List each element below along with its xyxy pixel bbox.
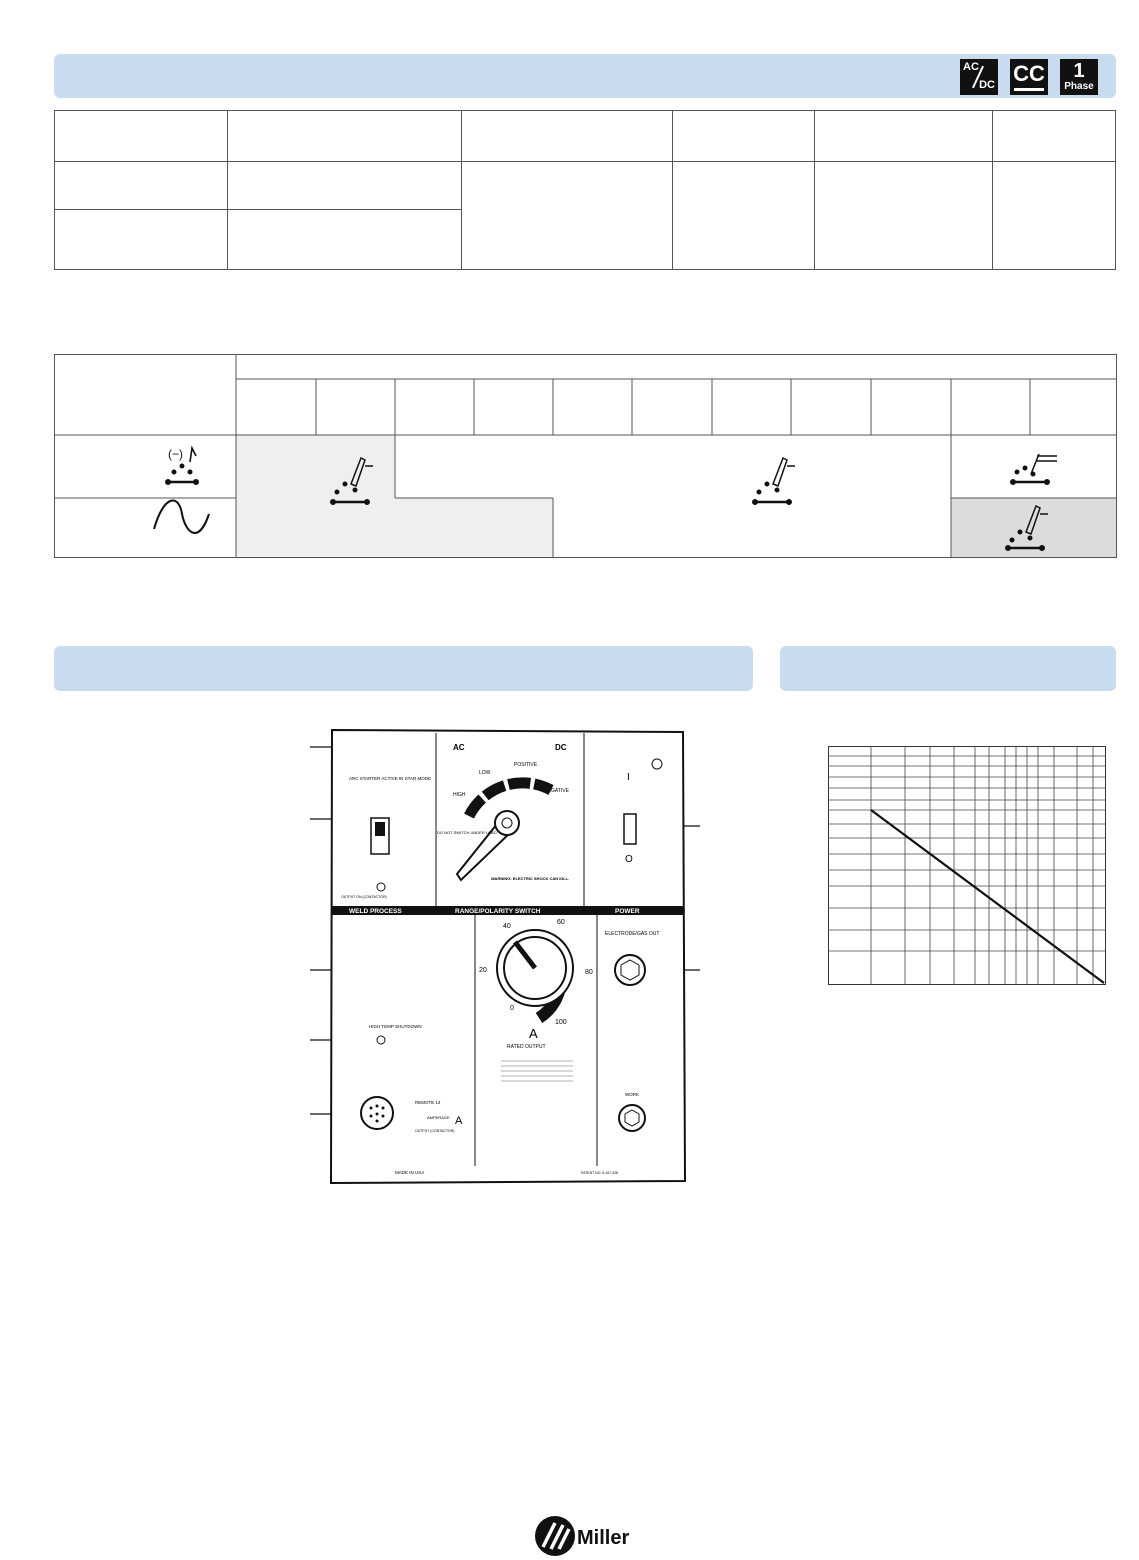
dial-tick-80: 80 <box>585 969 593 976</box>
front-panel <box>329 728 687 1184</box>
single-phase-badge: 1 Phase <box>1060 59 1098 95</box>
high-temp-indicator <box>377 1036 385 1044</box>
title-band <box>54 54 1116 98</box>
miller-logo <box>533 1513 643 1559</box>
range-dc-label: DC <box>555 743 567 752</box>
range-polarity-header: RANGE/POLARITY SWITCH <box>455 908 541 915</box>
ac-sine-icon <box>154 500 209 532</box>
warning-label: WARNING: ELECTRIC SHOCK CAN KILL. <box>491 876 570 881</box>
high-temp-label: HIGH TEMP SHUTDOWN <box>369 1024 422 1029</box>
dcen-symbol-icon <box>166 447 199 485</box>
duty-cycle-chart <box>828 746 1106 985</box>
rated-output-label: RATED OUTPUT <box>507 1044 546 1050</box>
range-positive-label: POSITIVE <box>514 762 538 768</box>
tig-torch-icon <box>1011 454 1058 485</box>
dial-unit: A <box>529 1026 538 1041</box>
controls-band <box>54 646 753 691</box>
arc-starter-label: ARC STARTER ACTIVE IN STAR MODE <box>349 776 432 781</box>
ac-dc-badge: AC DC <box>960 59 998 95</box>
amperage-label: AMPERAGE <box>427 1115 450 1120</box>
power-header: POWER <box>615 908 640 915</box>
dial-tick-100: 100 <box>555 1019 567 1026</box>
power-off-mark: O <box>625 854 633 865</box>
power-switch[interactable] <box>624 814 636 844</box>
stick-electrode-icon-2 <box>753 458 796 505</box>
range-ac-label: AC <box>453 743 465 752</box>
amperage-symbol: A <box>455 1115 463 1127</box>
remote-label: REMOTE 14 <box>415 1100 441 1105</box>
dial-tick-60: 60 <box>557 919 565 926</box>
svg-text:(−): (−) <box>168 447 183 461</box>
range-low-label: LOW <box>479 770 491 776</box>
made-in-label: MADE IN USA <box>395 1170 425 1175</box>
cc-badge: CC <box>1010 59 1048 95</box>
dial-tick-20: 20 <box>479 967 487 974</box>
duty-cycle-band <box>780 646 1116 691</box>
work-label: WORK <box>625 1092 639 1097</box>
electrode-gas-out-label: ELECTRODE/GAS OUT <box>605 931 660 937</box>
brand-name: Miller <box>577 1527 630 1549</box>
do-not-switch-label: DO NOT SWITCH UNDER LOAD <box>437 830 497 835</box>
output-contactor-label: OUTPUT (CONTACTOR) <box>415 1129 455 1133</box>
dial-tick-40: 40 <box>503 923 511 930</box>
range-negative-label: NEGATIVE <box>544 788 569 794</box>
range-high-label: HIGH <box>453 792 466 798</box>
power-on-mark: I <box>627 772 630 783</box>
weld-process-header: WELD PROCESS <box>349 908 402 915</box>
dial-tick-0: 0 <box>510 1005 514 1012</box>
output-on-label: OUTPUT ON (CONTACTOR) <box>341 895 387 899</box>
process-range-grid <box>54 354 1117 558</box>
patent-label: PATENT NO. 6,167,328 <box>581 1171 618 1175</box>
specification-table <box>54 110 1116 270</box>
